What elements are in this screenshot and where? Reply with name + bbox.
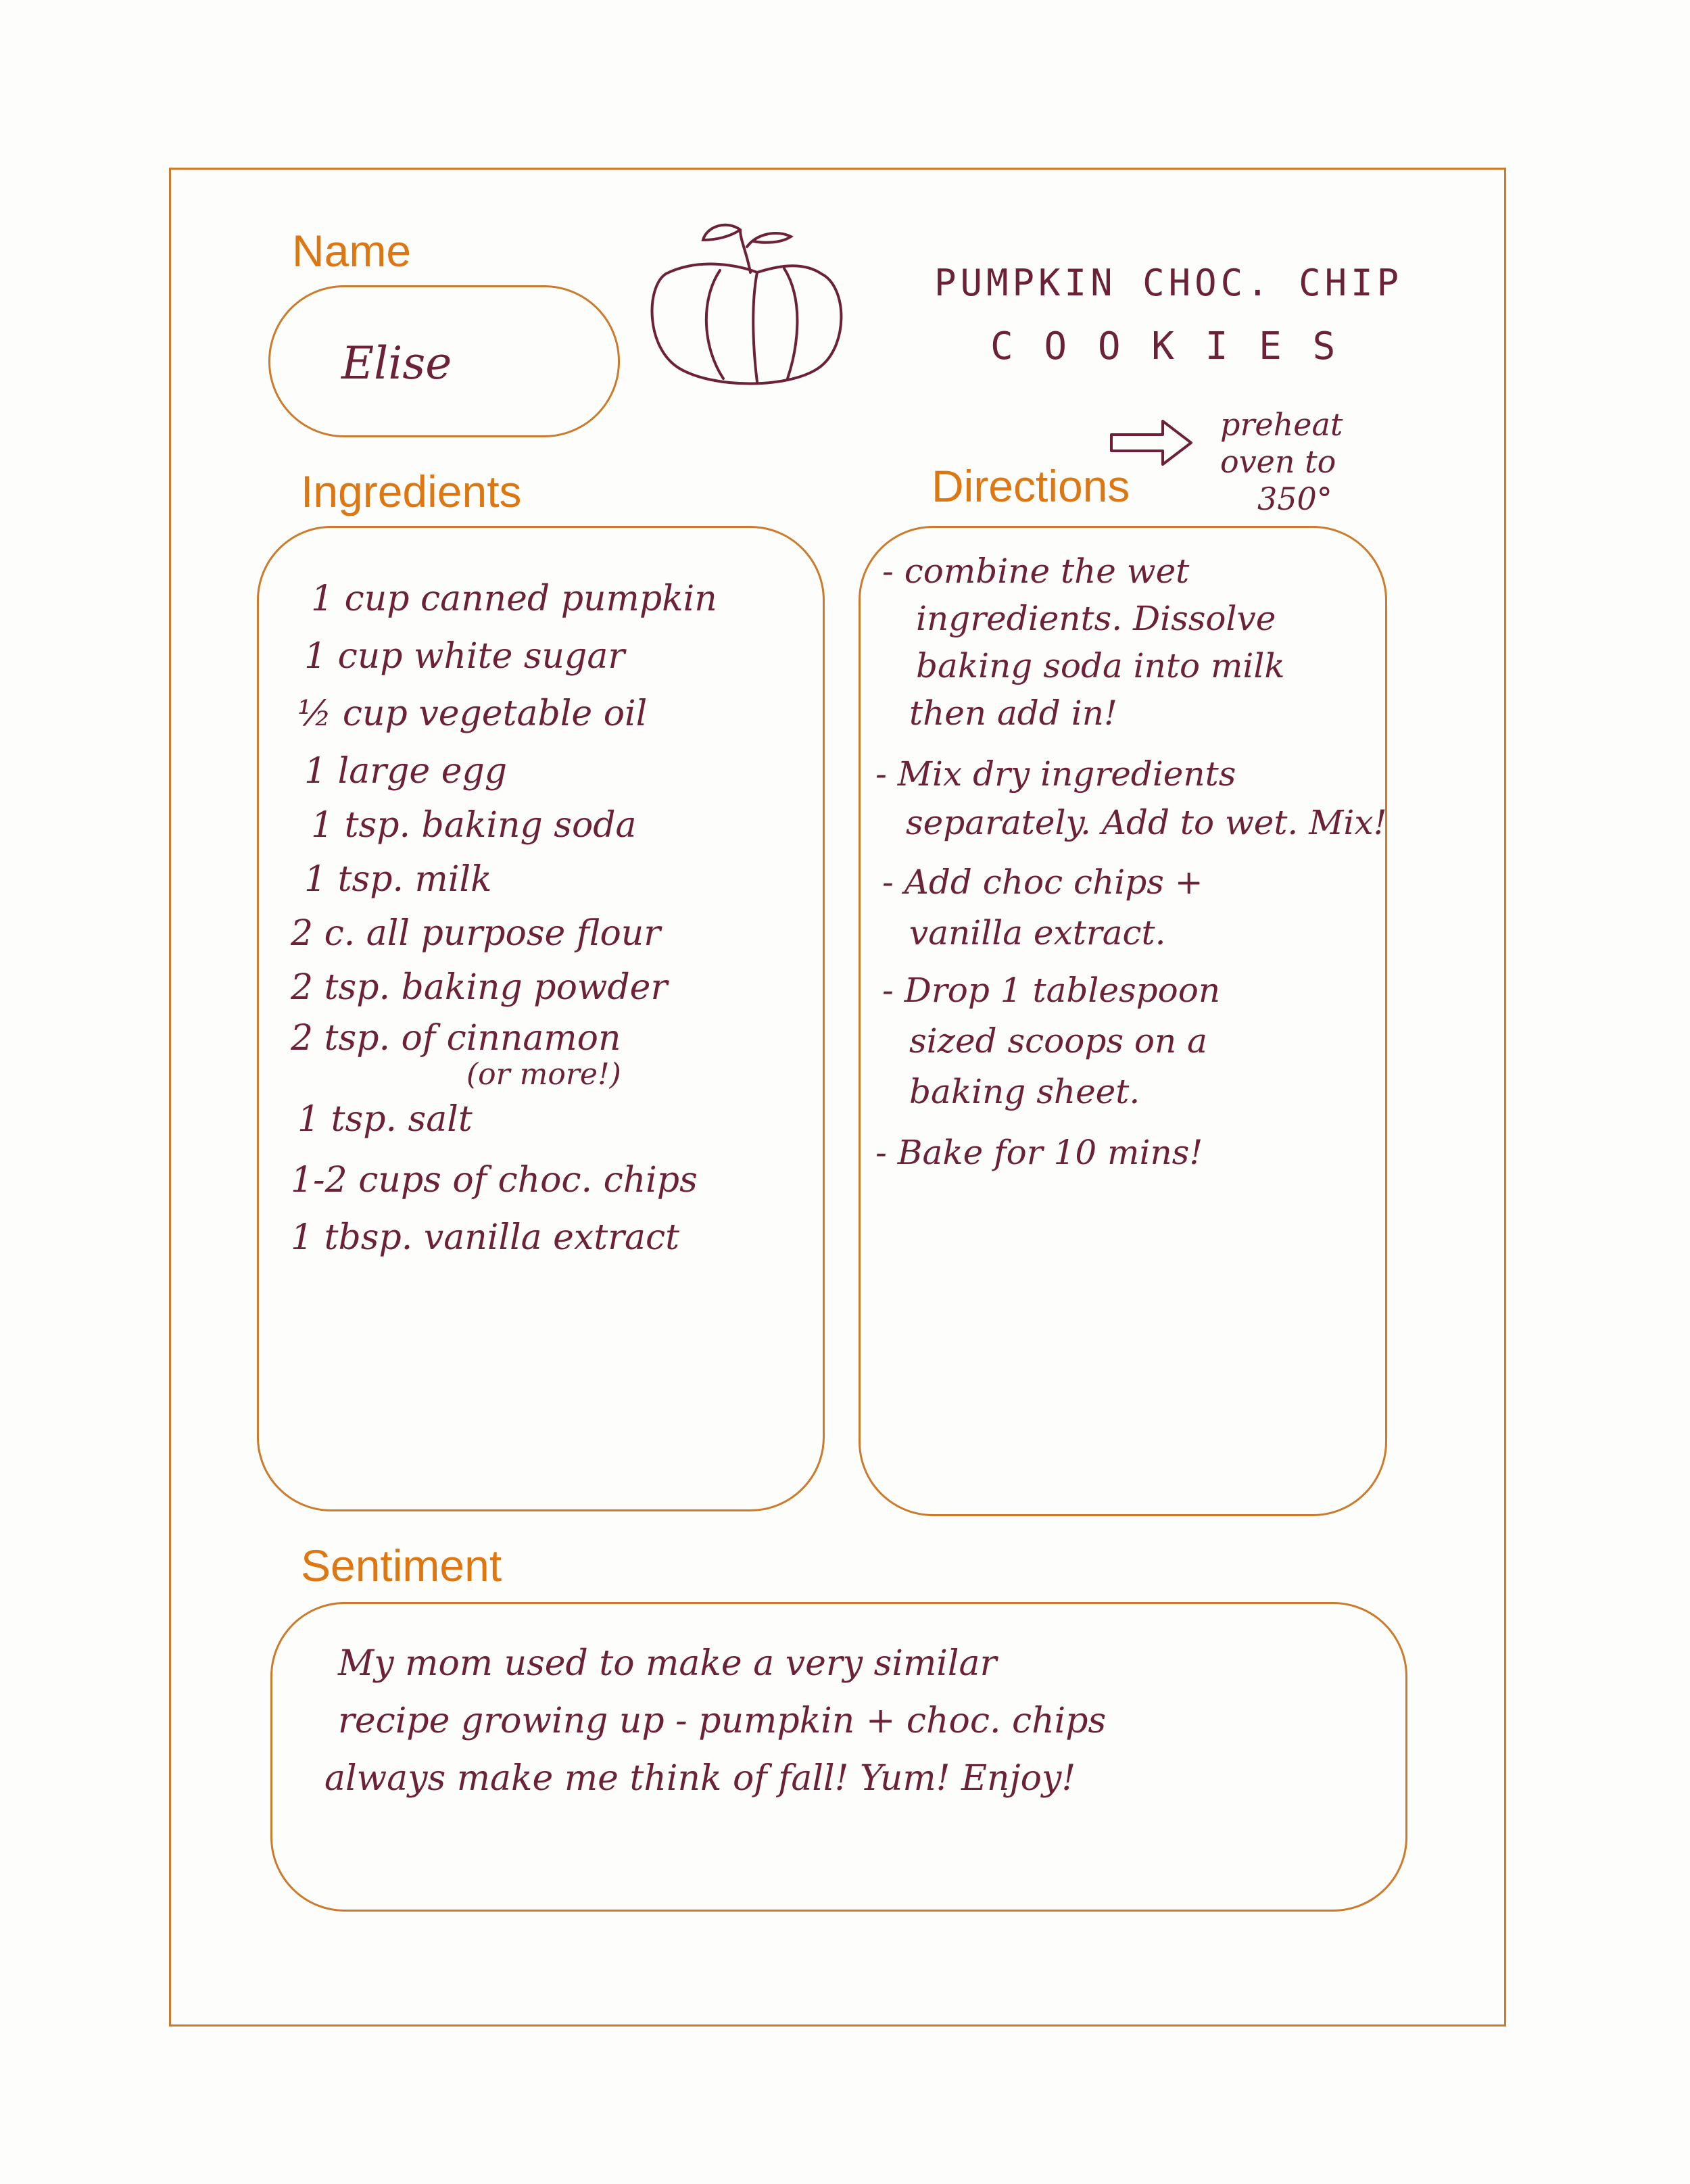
direction-line: sized scoops on a [909, 1021, 1207, 1061]
ingredient-item: ½ cup vegetable oil [297, 694, 648, 734]
sentiment-label: Sentiment [301, 1540, 502, 1591]
ingredient-item: 1 tsp. milk [304, 859, 492, 900]
ingredient-item: 1-2 cups of choc. chips [291, 1160, 698, 1200]
ingredient-item: 2 tsp. baking powder [291, 967, 668, 1008]
direction-line: - Drop 1 tablespoon [882, 971, 1221, 1010]
direction-line: separately. Add to wet. Mix! [906, 803, 1387, 842]
direction-line: - combine the wet [882, 552, 1190, 591]
direction-line: baking soda into milk [916, 646, 1285, 685]
ingredient-item: 1 tbsp. vanilla extract [291, 1217, 679, 1258]
direction-line: then add in! [909, 694, 1117, 733]
preheat-line: oven to [1220, 443, 1336, 480]
pumpkin-drawing-icon [639, 213, 855, 389]
ingredient-item: 1 tsp. baking soda [311, 805, 637, 846]
ingredients-list [291, 581, 804, 1291]
direction-line: - Bake for 10 mins! [875, 1133, 1203, 1172]
ingredient-item: 1 tsp. salt [297, 1099, 473, 1140]
sentiment-line: My mom used to make a very similar [338, 1643, 997, 1684]
preheat-line: 350° [1257, 481, 1332, 517]
recipe-title-line2: C O O K I E S [990, 324, 1340, 368]
ingredient-item: 2 c. all purpose flour [291, 913, 661, 954]
direction-line: - Mix dry ingredients [875, 754, 1236, 794]
sentiment-text [324, 1643, 1379, 1822]
name-label: Name [292, 226, 412, 276]
directions-list [875, 554, 1484, 1190]
direction-line: - Add choc chips + [882, 863, 1203, 902]
ingredient-item: 1 large egg [304, 751, 508, 792]
ingredient-item: 1 cup white sugar [304, 636, 625, 677]
preheat-line: preheat [1220, 406, 1343, 443]
ingredients-label: Ingredients [301, 466, 522, 516]
ingredient-item: (or more!) [466, 1057, 621, 1092]
direction-line: vanilla extract. [909, 913, 1166, 952]
name-value: Elise [341, 337, 452, 389]
direction-line: ingredients. Dissolve [916, 599, 1276, 638]
direction-line: baking sheet. [909, 1072, 1140, 1111]
recipe-title-line1: PUMPKIN CHOC. CHIP [934, 262, 1403, 304]
ingredient-item: 2 tsp. of cinnamon [291, 1018, 621, 1059]
directions-label: Directions [932, 461, 1130, 511]
preheat-note [1220, 406, 1396, 524]
sentiment-line: always make me think of fall! Yum! Enjoy! [324, 1758, 1076, 1799]
sentiment-line: recipe growing up - pumpkin + choc. chips [338, 1701, 1107, 1741]
ingredient-item: 1 cup canned pumpkin [311, 579, 717, 619]
